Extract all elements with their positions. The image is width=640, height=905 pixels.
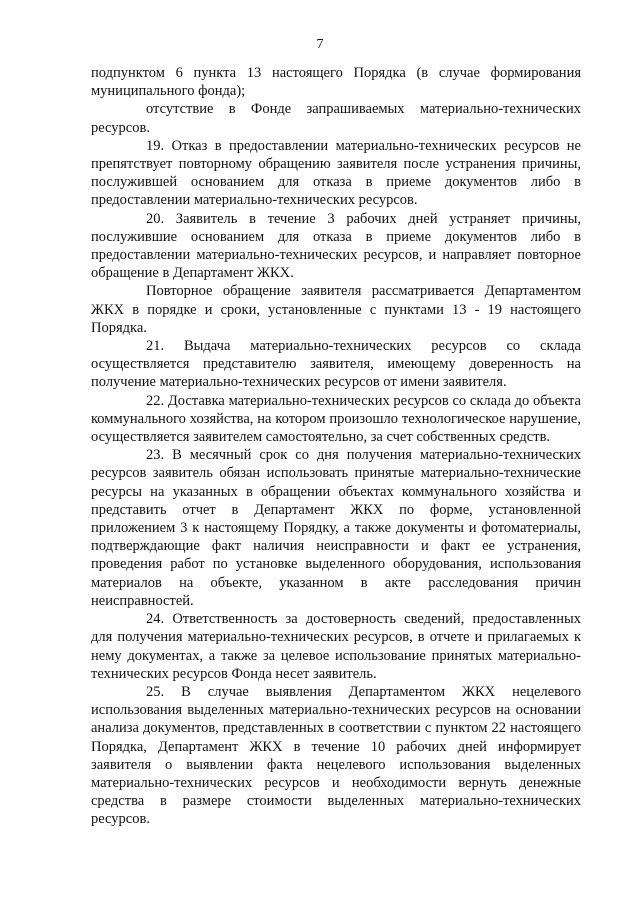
paragraph-21: 21. Выдача материально-технических ресурсов со склада осуществляется представителю заявителя, имеющему доверенность на получение материально-технических ресурсов от имени заявителя. [91, 338, 581, 391]
paragraph-20: 20. Заявитель в течение 3 рабочих дней устраняет причины, послужившие основанием для отказа в приеме документов либо в предоставлении материально-технических ресурсов, и направляет повторное обращение в Департамент ЖКХ. [91, 210, 581, 282]
paragraph-19: 19. Отказ в предоставлении материально-технических ресурсов не препятствует повторному обращению заявителя после устранения причины, послужившей основанием для отказа в приеме документов либо в предоставлении материально-технических ресурсов. [91, 137, 581, 209]
paragraph-23: 23. В месячный срок со дня получения материально-технических ресурсов заявитель обязан использовать принятые материально-технические ресурсы на указанных в обращении объектах коммунального хозяйства и представить отчет в Департамент ЖКХ по форме, установленной приложением 3 к настоящему Порядку, а также документы и фотоматериалы, подтверждающие факт наличия неисправности и факт ее устранения, проведения работ по установке выделенного оборудования, использования материалов на объекте, указанном в акте расследования причин неисправностей. [91, 447, 581, 609]
paragraph-22: 22. Доставка материально-технических ресурсов со склада до объекта коммунального хозяйства, на котором произошло технологическое нарушение, осуществляется заявителем самостоятельно, за счет собственных средств. [91, 392, 581, 446]
paragraph-25: 25. В случае выявления Департаментом ЖКХ нецелевого использования выделенных материально-технических ресурсов на основании анализа документов, представленных в соответствии с пунктом 22 настоящего Порядка, Департамент ЖКХ в течение 10 рабочих дней информирует заявителя о выявлении факта нецелевого использования выделенных материально-технических ресурсов и необходимости вернуть денежные средства в размере стоимости выделенных материально-технических ресурсов. [91, 683, 581, 828]
paragraph-repeated-request: Повторное обращение заявителя рассматривается Департаментом ЖКХ в порядке и сроки, установленные с пунктами 13 - 19 настоящего Порядка. [91, 283, 581, 336]
document-body [91, 64, 581, 829]
page-number: 7 [316, 37, 324, 52]
paragraph-continuation: подпунктом 6 пункта 13 настоящего Порядка (в случае формирования муниципального фонда); [91, 65, 581, 100]
paragraph-24: 24. Ответственность за достоверность сведений, предоставленных для получения материально-технических ресурсов, в отчете и прилагаемых к нему документах, а также за целевое использование принятых материально-технических ресурсов Фонда несет заявитель. [91, 611, 581, 682]
paragraph-absence-of-resources: отсутствие в Фонде запрашиваемых материально-технических ресурсов. [91, 101, 581, 136]
